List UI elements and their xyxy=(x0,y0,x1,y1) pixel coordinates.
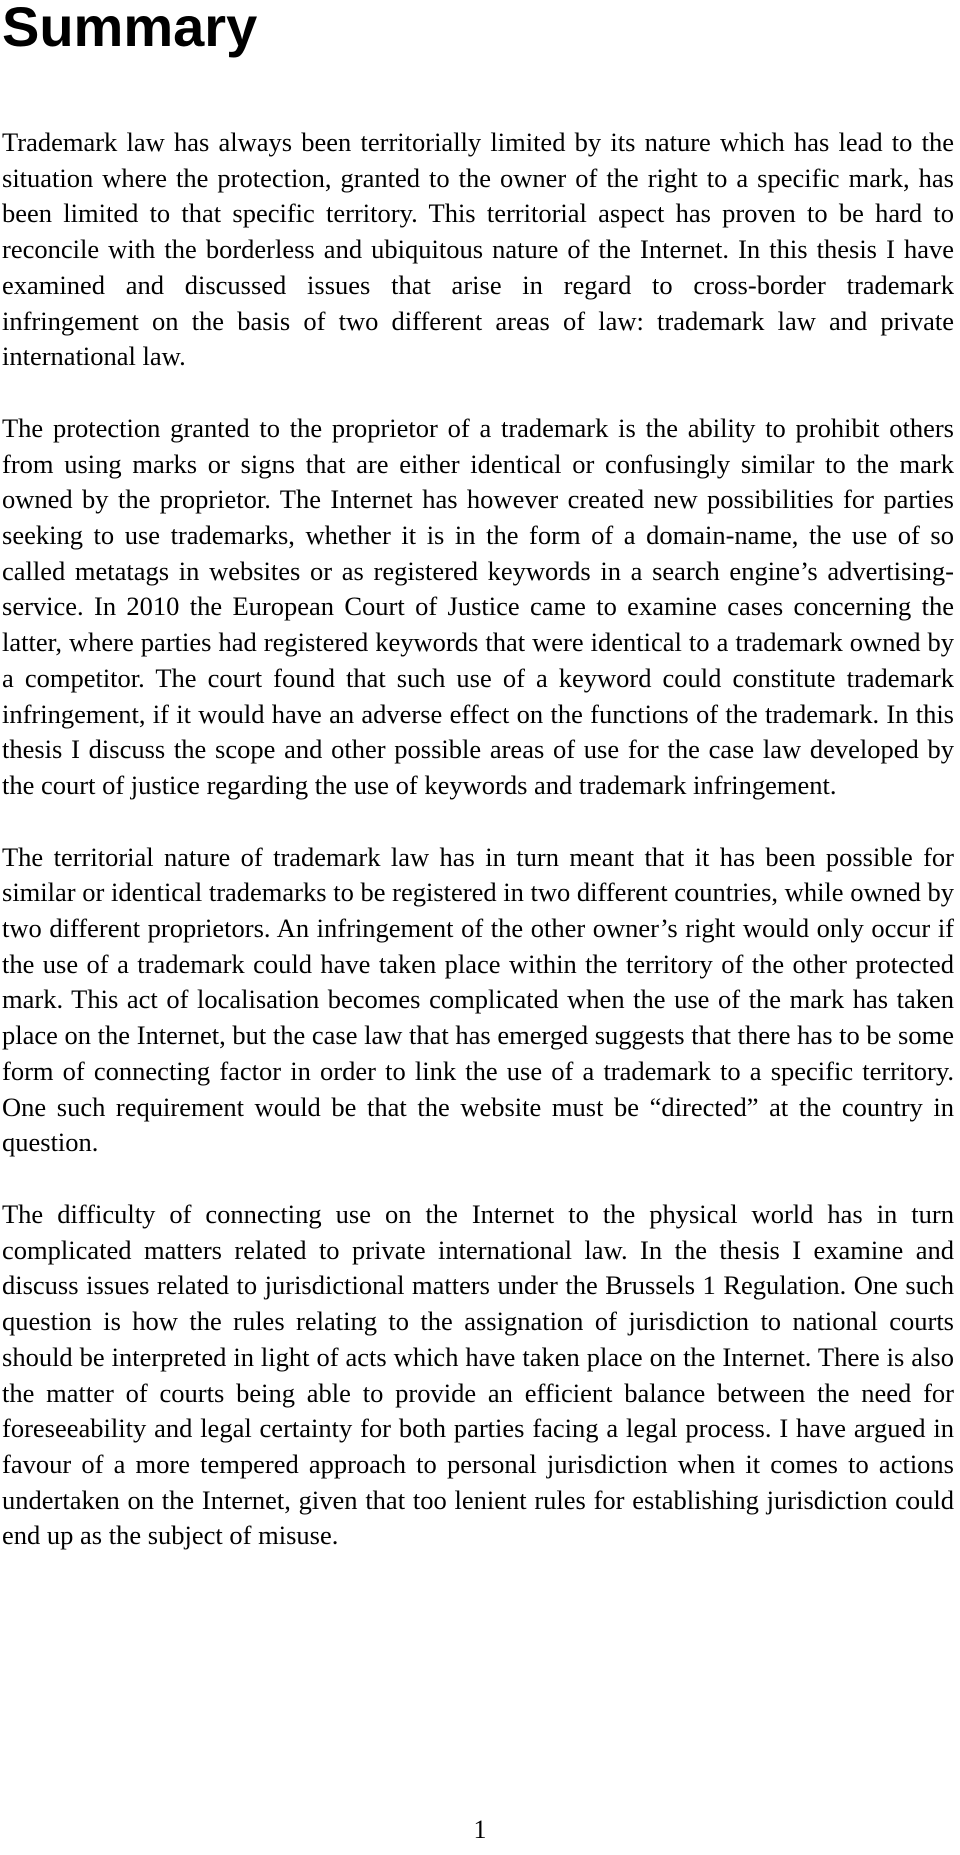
page-title: Summary xyxy=(2,0,258,58)
summary-body xyxy=(2,125,954,1590)
paragraph-4: The difficulty of connecting use on the Internet to the physical world has in turn complicated matters related to private international law. In the thesis I examine and discuss issues related to jurisdictional matters under the Brussels 1 Regulation. One such question is how the rules relating to the assignation of jurisdiction to national courts should be interpreted in light of acts which have taken place on the Internet. There is also the matter of courts being able to provide an efficient balance between the need for foreseeability and legal certainty for both parties facing a legal process. I have argued in favour of a more tempered approach to personal jurisdiction when it comes to actions undertaken on the Internet, given that too lenient rules for establishing jurisdiction could end up as the subject of misuse. xyxy=(2,1198,954,1551)
paragraph-3: The territorial nature of trademark law has in turn meant that it has been possible for similar or identical trademarks to be registered in two different countries, while owned by two different proprietors. An infringement of the other owner’s right would only occur if the use of a trademark could have taken place within the territory of the other protected mark. This act of localisation becomes complicated when the use of the mark has taken place on the Internet, but the case law that has emerged suggests that there has to be some form of connecting factor in order to link the use of a trademark to a specific territory. One such requirement would be that the website must be “directed” at the country in question. xyxy=(2,841,954,1158)
page-number: 1 xyxy=(473,1815,487,1844)
paragraph-2: The protection granted to the proprietor of a trademark is the ability to prohibit others from using marks or signs that are either identical or confusingly similar to the mark owned by the proprietor. The Internet has however created new possibilities for parties seeking to use trademarks, whether it is in the form of a domain-name, the use of so called metatags in websites or as registered keywords in a search engine’s advertising-service. In 2010 the European Court of Justice came to examine cases concerning the latter, where parties had registered keywords that were identical to a trademark owned by a competitor. The court found that such use of a keyword could constitute trademark infringement, if it would have an adverse effect on the functions of the trademark. In this thesis I discuss the scope and other possible areas of use for the case law developed by the court of justice regarding the use of keywords and trademark infringement. xyxy=(2,412,954,800)
paragraph-1: Trademark law has always been territorially limited by its nature which has lead to the situation where the protection, granted to the owner of the right to a specific mark, has been limited to that specific territory. This territorial aspect has proven to be hard to reconcile with the borderless and ubiquitous nature of the Internet. In this thesis I have examined and discussed issues that arise in regard to cross-border trademark infringement on the basis of two different areas of law: trademark law and private international law. xyxy=(2,127,954,372)
